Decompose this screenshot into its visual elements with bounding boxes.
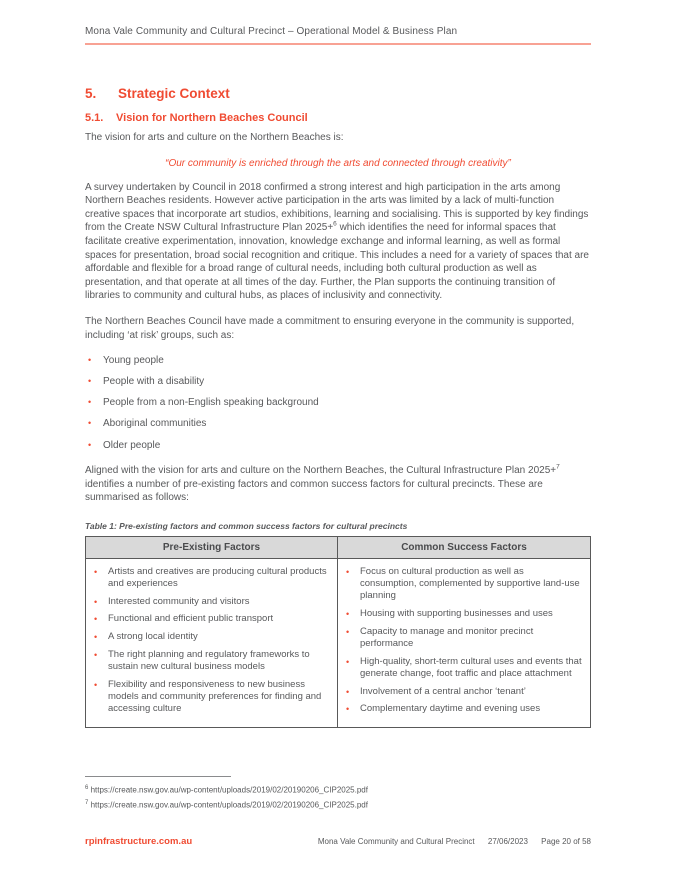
list-item-label: People from a non-English speaking background (103, 397, 319, 409)
table-list-item-label: Involvement of a central anchor ‘tenant’ (360, 685, 526, 697)
footer-page-number: Page 20 of 58 (541, 837, 591, 846)
table-list-item (344, 626, 582, 650)
table-list-item (344, 608, 582, 620)
footer-date: 27/06/2023 (487, 837, 528, 846)
bullet-icon: • (88, 355, 92, 366)
table-cell-pre-existing (86, 559, 338, 727)
footnote-url[interactable]: https://create.nsw.gov.au/wp-content/uploads/2019/02/20190206_CIP2025.pdf (90, 785, 368, 795)
table-header-row (86, 537, 590, 559)
at-risk-groups-list (85, 354, 591, 452)
footnote (85, 797, 591, 812)
table-list-item-label: High-quality, short-term cultural uses and events that generate change, foot traffic and place attachment (360, 655, 582, 679)
bullet-icon: • (88, 439, 92, 450)
table-list-item-label: A strong local identity (108, 631, 198, 643)
footnote-url[interactable]: https://create.nsw.gov.au/wp-content/uploads/2019/02/20190206_CIP2025.pdf (90, 800, 368, 810)
table-caption: Table 1: Pre-existing factors and common success factors for cultural precincts (85, 520, 408, 531)
list-item-label: Older people (103, 439, 161, 451)
bullet-icon: • (346, 686, 350, 697)
header-title: Mona Vale Community and Cultural Precinct – Operational Model & Business Plan (85, 26, 458, 37)
list-item (85, 417, 591, 431)
footnote-ref-7: 7 (556, 463, 560, 471)
intro-text: The vision for arts and culture on the Northern Beaches is: (85, 132, 344, 143)
footnote (85, 782, 591, 797)
footnote-marker: 7 (85, 799, 89, 806)
paragraph-commitment: The Northern Beaches Council have made a commitment to ensuring everyone in the community is supported, including ‘at risk’ groups, such as: (85, 315, 575, 341)
factors-table (85, 536, 591, 728)
table-list-item (92, 679, 329, 716)
page-content (85, 86, 591, 728)
paragraph-survey-text-b: which identifies the need for informal spaces that facilitate creative experimentation, innovation, knowledge exchange and informal learning, as well as formal spaces for presentation, broad social recognition and critique. This includes a need for a variety of spaces that are affordable and flexible for a broad range of cultural needs, including both cultural production as well as presentation, and that operate at all times of the day. Further, the Plan supports the continuing transition of libraries to community and cultural hubs, as places of inclusivity and connectivity. (85, 222, 589, 302)
table-list-item-label: Complementary daytime and evening uses (360, 703, 541, 715)
table-header-pre-existing: Pre-Existing Factors (86, 537, 338, 558)
table-list-item (344, 703, 582, 715)
bullet-icon: • (94, 679, 98, 690)
list-item-label: Aboriginal communities (103, 418, 207, 430)
table-list-item-label: Interested community and visitors (108, 595, 250, 607)
subsection-title: Vision for Northern Beaches Council (116, 112, 308, 124)
section-title: Strategic Context (118, 86, 230, 101)
table-body-row (86, 559, 590, 727)
table-list-item-label: Artists and creatives are producing cultural products and experiences (108, 565, 327, 590)
list-item-label: People with a disability (103, 376, 205, 388)
footnote-ref-6: 6 (333, 221, 337, 229)
page-footer (85, 836, 591, 847)
subsection-number: 5.1. (85, 112, 104, 124)
bullet-icon: • (94, 614, 98, 625)
paragraph-survey-text-a: A survey undertaken by Council in 2018 confirmed a strong interest and high participation in the arts among Northern Beaches residents. However active participation in the arts was limited by a lack of multi-function creative spaces that incorporate art studios, exhibitions, learning and socialising. This is supported by key findings from the Create NSW Cultural Infrastructure Plan 2025+ (85, 181, 589, 234)
subsection-heading (85, 112, 591, 124)
table-list-item (344, 686, 582, 698)
footer-meta (307, 837, 591, 846)
table-list-item-label: The right planning and regulatory frameworks to sustain new cultural business models (108, 648, 310, 673)
footnote-list (85, 782, 591, 811)
paragraph-survey (85, 181, 591, 303)
footnote-marker: 6 (85, 785, 89, 791)
page-header (85, 26, 591, 45)
list-item (85, 439, 591, 453)
table-list-item (92, 566, 329, 590)
paragraph-aligned-text-b: identifies a number of pre-existing factors and common success factors for cultural precincts. These are summarised as follows: (85, 478, 543, 504)
list-item (85, 396, 591, 410)
footnotes (85, 776, 591, 811)
bullet-icon: • (346, 566, 350, 577)
paragraph-aligned-text-a: Aligned with the vision for arts and culture on the Northern Beaches, the Cultural Infrastructure Plan 2025+ (85, 465, 557, 477)
bullet-icon: • (346, 608, 350, 619)
table-list-item-label: Functional and efficient public transport (108, 613, 274, 625)
bullet-icon: • (346, 626, 350, 637)
table-list-item (92, 613, 329, 625)
table-list-item-label: Flexibility and responsiveness to new business models and community preferences for finding and accessing culture (108, 678, 322, 715)
table-cell-success (338, 559, 590, 727)
section-heading (85, 86, 591, 101)
bullet-icon: • (346, 704, 350, 715)
table-list-item (344, 566, 582, 603)
vision-quote: “Our community is enriched through the arts and connected through creativity” (165, 157, 511, 169)
paragraph-aligned (85, 464, 591, 505)
table-list-item (92, 596, 329, 608)
bullet-icon: • (94, 566, 98, 577)
table-list-item-label: Housing with supporting businesses and uses (360, 607, 553, 619)
bullet-icon: • (346, 656, 350, 667)
table-list-item-label: Capacity to manage and monitor precinct performance (360, 625, 534, 649)
footer-website-link[interactable]: rpinfrastructure.com.au (85, 836, 193, 847)
table-list-item (92, 631, 329, 643)
bullet-icon: • (88, 418, 92, 429)
bullet-icon: • (94, 596, 98, 607)
bullet-icon: • (88, 397, 92, 408)
list-item (85, 375, 591, 389)
section-number: 5. (85, 86, 97, 101)
list-item-label: Young people (103, 355, 164, 367)
list-item (85, 354, 591, 368)
table-list-item (92, 649, 329, 673)
bullet-icon: • (88, 376, 92, 387)
bullet-icon: • (94, 632, 98, 643)
header-rule (85, 43, 591, 45)
table-header-success: Common Success Factors (338, 537, 590, 558)
table-list-item-label: Focus on cultural production as well as consumption, complemented by supportive land-use planning (360, 565, 580, 602)
bullet-icon: • (94, 649, 98, 660)
footer-doc-name: Mona Vale Community and Cultural Precinct (317, 837, 475, 846)
table-list-item (344, 656, 582, 680)
footnote-separator (85, 776, 231, 777)
